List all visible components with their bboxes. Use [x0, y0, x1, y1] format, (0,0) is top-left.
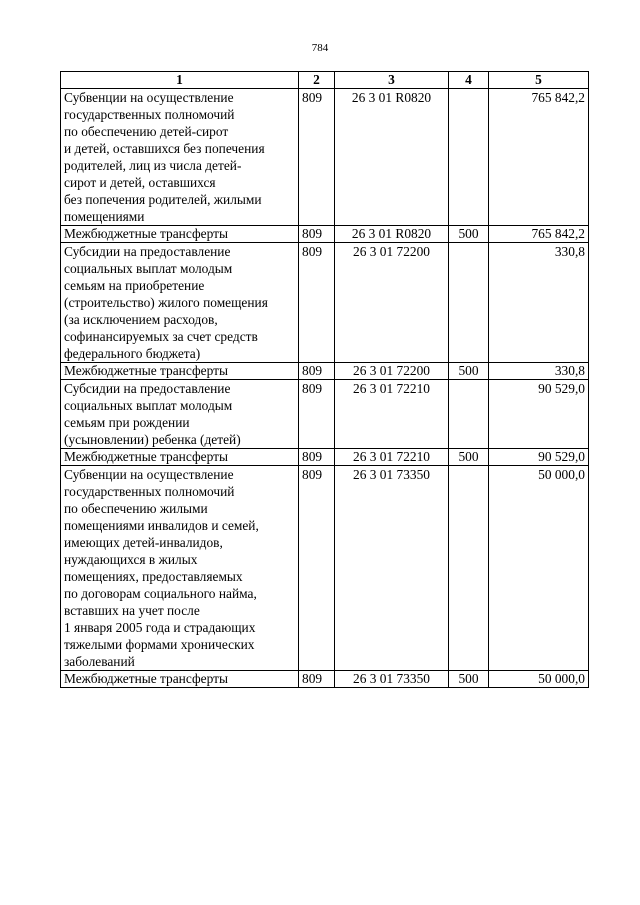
table-row: [61, 363, 589, 380]
row-vr: 500: [449, 449, 489, 466]
row-code: 809: [299, 89, 335, 226]
row-kcsr: 26 3 01 73350: [335, 671, 449, 688]
header-col-2: 2: [299, 72, 335, 89]
row-vr: 500: [449, 363, 489, 380]
header-col-5: 5: [489, 72, 589, 89]
row-sum: 50 000,0: [489, 671, 589, 688]
row-name: Субсидии на предоставление социальных выплат молодым семьям при рождении (усыновлении) ребенка (детей): [61, 380, 299, 449]
row-sum: 765 842,2: [489, 89, 589, 226]
table-row: [61, 226, 589, 243]
row-code: 809: [299, 363, 335, 380]
row-sum: 50 000,0: [489, 466, 589, 671]
row-code: 809: [299, 226, 335, 243]
row-vr: 500: [449, 671, 489, 688]
row-sum: 330,8: [489, 363, 589, 380]
row-name: Межбюджетные трансферты: [61, 449, 299, 466]
table-row: [61, 671, 589, 688]
row-vr: 500: [449, 226, 489, 243]
row-code: 809: [299, 380, 335, 449]
row-code: 809: [299, 466, 335, 671]
row-name: Субвенции на осуществление государственных полномочий по обеспечению жилыми помещениями инвалидов и семей, имеющих детей-инвалидов, нуждающихся в жилых помещениях, предоставляемых по договорам социального найма, вставших на учет после 1 января 2005 года и страдающих тяжелыми формами хронических заболеваний: [61, 466, 299, 671]
row-code: 809: [299, 671, 335, 688]
table-row: [61, 243, 589, 363]
table-row: [61, 380, 589, 449]
row-kcsr: 26 3 01 R0820: [335, 89, 449, 226]
row-name: Межбюджетные трансферты: [61, 363, 299, 380]
row-name: Субсидии на предоставление социальных выплат молодым семьям на приобретение (строительство) жилого помещения (за исключением расходов, софинансируемых за счет средств федерального бюджета): [61, 243, 299, 363]
row-kcsr: 26 3 01 R0820: [335, 226, 449, 243]
row-sum: 765 842,2: [489, 226, 589, 243]
row-kcsr: 26 3 01 72200: [335, 363, 449, 380]
header-col-1: 1: [61, 72, 299, 89]
row-kcsr: 26 3 01 72210: [335, 449, 449, 466]
row-sum: 90 529,0: [489, 449, 589, 466]
row-kcsr: 26 3 01 72210: [335, 380, 449, 449]
row-vr: [449, 466, 489, 671]
row-vr: [449, 380, 489, 449]
row-name: Межбюджетные трансферты: [61, 226, 299, 243]
budget-table: [60, 71, 589, 688]
row-kcsr: 26 3 01 72200: [335, 243, 449, 363]
row-code: 809: [299, 449, 335, 466]
row-sum: 330,8: [489, 243, 589, 363]
row-name: Межбюджетные трансферты: [61, 671, 299, 688]
header-col-4: 4: [449, 72, 489, 89]
row-kcsr: 26 3 01 73350: [335, 466, 449, 671]
page-number: 784: [311, 42, 329, 54]
table-row: [61, 89, 589, 226]
row-name: Субвенции на осуществление государственных полномочий по обеспечению детей-сирот и детей, оставшихся без попечения родителей, лиц из числа детей- сирот и детей, оставшихся без попечения родителей, жилыми помещениями: [61, 89, 299, 226]
row-vr: [449, 243, 489, 363]
header-col-3: 3: [335, 72, 449, 89]
row-vr: [449, 89, 489, 226]
table-row: [61, 449, 589, 466]
table-row: [61, 466, 589, 671]
header-row: [61, 72, 589, 89]
row-code: 809: [299, 243, 335, 363]
row-sum: 90 529,0: [489, 380, 589, 449]
